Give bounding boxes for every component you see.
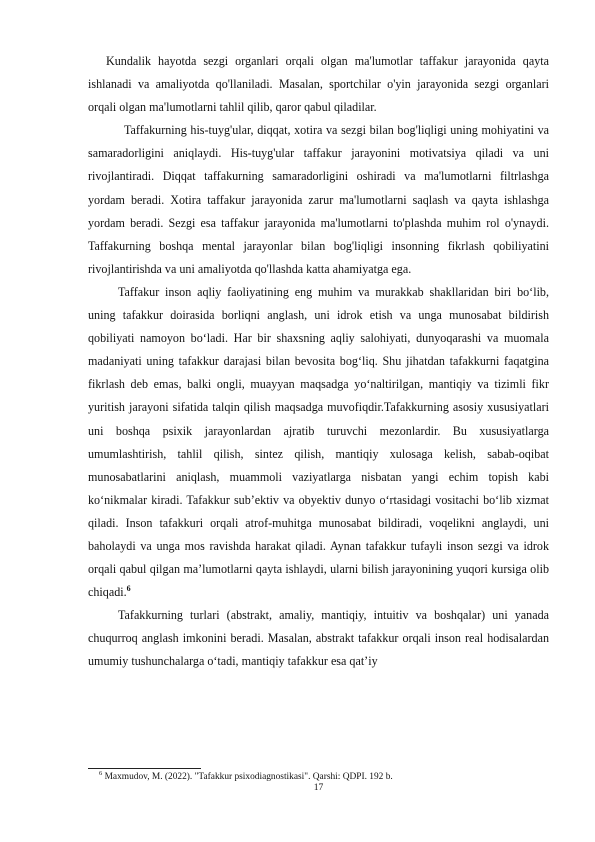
- footnote-separator: [88, 768, 201, 769]
- paragraph-3: [88, 281, 549, 604]
- paragraph-1: Kundalik hayotda sezgi organlari orqali olgan ma'lumotlar taffakur jarayonida qayta ishlanadi va amaliyotda qo'llaniladi. Masalan, sportchilar o'yin jarayonida sezgi organlari orqali olgan ma'lumotlarni tahlil qilib, qaror qabul qiladilar.: [88, 54, 549, 115]
- paragraph-3-text: Taffakur inson aqliy faoliyatining eng muhim va murakkab shakllaridan biri bo‘lib, uning tafakkur doirasida borliqni anglash, uni idrok etish va unga munosabat bildirish qobiliyati namoyon bo‘ladi. Har bir shaxsning aqliy salohiyati, dunyoqarashi va muomala madaniyati uning tafakkur darajasi bilan bevosita bog‘liq. Shu jihatdan tafakkurni faqatgina fikrlash deb emas, balki ongli, muayyan maqsadga yo‘naltirilgan, mantiqiy va tizimli fikr yuritish jarayoni sifatida talqin qilish maqsadga muvofiqdir.Tafakkurning asosiy xususiyatlari uni boshqa psixik jarayonlardan ajratib turuvchi mezonlardir. Bu xususiyatlarga umumlashtirish, tahlil qilish, sintez qilish, mantiqiy xulosaga kelish, sabab-oqibat munosabatlarini aniqlash, muammoli vaziyatlarga nisbatan yangi echim topish kabi ko‘nikmalar kiradi. Tafakkur sub’ektiv va obyektiv dunyo o‘rtasidagi vositachi bo‘lib xizmat qiladi. Inson tafakkuri orqali atrof-muhitga munosabat bildiradi, voqelikni anglaydi, uni baholaydi va unga mos ravishda harakat qiladi. Aynan tafakkur tufayli inson sezgi va idrok orqali qabul qilgan ma’lumotlarni qayta ishlaydi, ularni bilish jarayonining yuqori kursiga olib chiqadi.: [88, 284, 549, 600]
- footnote-reference[interactable]: 6: [126, 584, 131, 594]
- page-number: 17: [313, 782, 324, 793]
- body-text: [88, 50, 549, 674]
- paragraph-2: Taffakurning his-tuyg'ular, diqqat, xotira va sezgi bilan bog'liqligi uning mohiyatini va samaradorligini aniqlaydi. His-tuyg'ular taffakur jarayonini motivatsiya qiladi va uni rivojlantiradi. Diqqat taffakurning samaradorligini oshiradi va ma'lumotlarni filtrlashga yordam beradi. Xotira taffakur jarayonida zarur ma'lumotlarni saqlash va qayta ishlashga yordam beradi. Sezgi esa taffakur jarayonida ma'lumotlarni to'plashda muhim rol o'ynaydi. Taffakurning boshqa mental jarayonlar bilan bog'liqligi insonning fikrlash qobiliyatini rivojlantirishda va uni amaliyotda qo'llashda katta ahamiyatga ega.: [88, 123, 549, 276]
- paragraph-4: Tafakkurning turlari (abstrakt, amaliy, mantiqiy, intuitiv va boshqalar) uni yanada chuqurroq anglash imkonini beradi. Masalan, abstrakt tafakkur orqali inson real hodisalardan umumiy tushunchalarga o‘tadi, mantiqiy tafakkur esa qat’iy: [88, 608, 549, 669]
- footnote-text: Maxmudov, M. (2022). "Tafakkur psixodiagnostikasi". Qarshi: QDPI. 192 b.: [104, 772, 393, 782]
- footnote-number: 6: [99, 769, 103, 777]
